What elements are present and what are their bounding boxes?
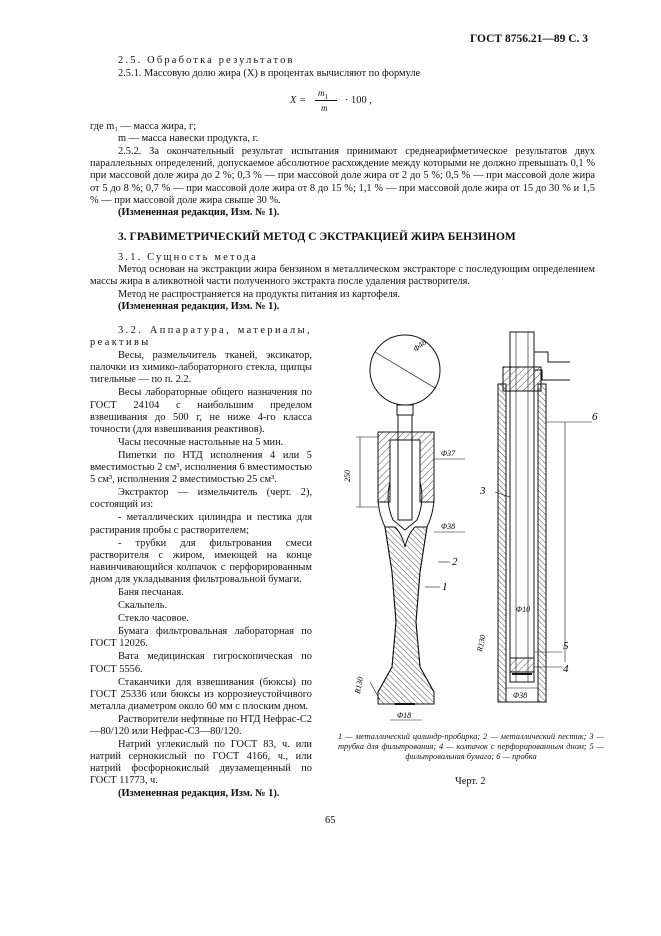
stopper	[503, 367, 541, 391]
item-7: Баня песчаная.	[118, 586, 184, 598]
pestle-assembly	[370, 335, 440, 704]
callout-6: 6	[592, 411, 598, 423]
item-2: Часы песочные настольные на 5 мин.	[118, 436, 284, 448]
cylinder-right-wall-right	[538, 384, 546, 702]
paragraph-3-1-note: Метод не распространяется на продукты питания из картофеля.	[118, 289, 401, 300]
paragraph-3-1: Метод основан на экстракции жира бензином в металлическом экстракторе с последующим определением массы жира в аликвотной части полученного экстракта после удаления растворителя.	[90, 264, 595, 288]
callout-3: 3	[480, 485, 486, 497]
pestle-rod	[398, 415, 412, 520]
dim-r130-left: R130	[353, 676, 365, 695]
dim-d48: Φ48	[411, 337, 429, 354]
dim-d38b: Φ38	[513, 691, 528, 700]
section-3-2-title: 3.2. Аппаратура, материалы, реактивы	[90, 325, 312, 349]
filter-assembly	[498, 332, 570, 702]
item-3: Пипетки по НТД исполнения 4 или 5 вместимостью 2 см³, исполнения 6 вместимостью 5 см³, исполнения 2 вместимостью 25 см³.	[90, 449, 312, 486]
perforated-cap	[510, 658, 534, 672]
callout-4: 4	[563, 663, 569, 675]
paragraph-2-5-1: 2.5.1. Массовую долю жира (X) в процентах вычисляют по формуле	[118, 68, 421, 79]
dim-d37: Φ37	[441, 449, 456, 458]
left-column	[90, 325, 312, 801]
item-4: Экстрактор — измельчитель (черт. 2), состоящий из:	[90, 487, 312, 511]
knob-diameter-line	[375, 352, 435, 388]
dim-d10: Φ10	[516, 605, 531, 614]
figure-label: Черт. 2	[455, 776, 486, 787]
dim-d38: Φ38	[441, 522, 456, 531]
item-0: Весы, размельчитель тканей, эксикатор, палочки из химико-лабораторного стекла, щипцы тигельные — по п. 2.2.	[90, 350, 312, 386]
item-14: Натрий углекислый по ГОСТ 83, ч. или натрий сернокислый по ГОСТ 4166, ч., или натрий фосфорнокислый двузамещенный по ГОСТ 11773, ч.	[90, 739, 312, 787]
item-10: Бумага фильтровальная лабораторная по ГОСТ 12026.	[90, 626, 312, 650]
page-number: 65	[325, 815, 336, 826]
pestle-body	[378, 527, 434, 704]
item-5: - металлических цилиндра и пестика для растирания пробы с растворителем;	[90, 512, 312, 536]
formula-denominator: m	[321, 103, 328, 113]
formula-lhs: X =	[290, 95, 306, 106]
pestle-head	[388, 482, 422, 530]
callout-2: 2	[452, 556, 458, 568]
section-2-5-title: 2.5. Обработка результатов	[118, 55, 295, 66]
where-m1: где m₁ — масса жира, г;	[90, 121, 197, 132]
figure-caption: 1 — металлический цилиндр-пробирка; 2 — металлический пестик; 3 — трубка для фильтрования; 4 — колпачок с перфорированным дном; 5 — фильтровальная бумага; 6 — пробка	[338, 732, 604, 762]
item-13: Растворители нефтяные по НТД Нефрас-С2—80/120 или Нефрас-С3—80/120.	[90, 713, 313, 737]
callout-1: 1	[442, 581, 448, 593]
item-12: Стаканчики для взвешивания (бюксы) по ГОСТ 25336 или бюксы из коррозиеустойчивого металла диаметром около 60 мм с плоским дном.	[90, 676, 312, 712]
formula-num-sub: 1	[324, 92, 328, 101]
where-m: m — масса навески продукта, г.	[118, 133, 259, 144]
formula	[290, 88, 410, 118]
revision-note-3: (Измененная редакция, Изм. № 1).	[118, 788, 280, 800]
revision-note-1: (Измененная редакция, Изм. № 1).	[118, 207, 280, 218]
section-3-heading: 3. ГРАВИМЕТРИЧЕСКИЙ МЕТОД С ЭКСТРАКЦИЕЙ ЖИРА БЕНЗИНОМ	[118, 231, 516, 243]
item-6: - трубки для фильтрования смеси растворителя с жиром, имеющей на конце навинчивающийся колпачок с перфорированным дном для укладывания фильтровальной бумаги.	[90, 537, 312, 585]
running-header: ГОСТ 8756.21—89 С. 3	[470, 33, 589, 45]
paragraph-2-5-2: 2.5.2. За окончательный результат испытания принимают среднеарифметическое результатов двух параллельных определений, допускаемое абсолютное расхождение между которыми не должно превышать 0,1 % при массовой доле жира до 2 %; 0,3 % — при массовой доле жира от 2 до 5 %; 0,5 % — при массовой доле жира от 5 до 8 %; 0,7 % — при массовой доле жира от 8 до 15 %; 1,1 % — при массовой доле жира от 15 до 30 % и 1,5 % — при массовой доле жира свыше 30 %.	[90, 146, 595, 206]
section-3-1-title: 3.1. Сущность метода	[118, 252, 258, 263]
cylinder-wall-top	[378, 432, 434, 502]
dim-d18: Φ18	[397, 711, 412, 720]
callout-5: 5	[563, 640, 569, 652]
dim-250: 250	[343, 470, 352, 482]
side-outlet-outer	[534, 352, 570, 362]
cylinder-right-wall-left	[498, 384, 506, 702]
item-1: Весы лабораторные общего назначения по ГОСТ 24104 с наибольшим пределом взвешивания до 500 г, не ниже 4-го класса точности (для взвешивания реактивов).	[90, 387, 312, 435]
formula-num: m	[318, 88, 325, 98]
revision-note-2: (Измененная редакция, Изм. № 1).	[118, 301, 280, 312]
item-11: Вата медицинская гигроскопическая по ГОСТ 5556.	[90, 651, 312, 675]
extractor-drawing	[330, 322, 610, 732]
item-8: Скальпель.	[118, 600, 168, 612]
dim-r130-right: R130	[475, 634, 488, 653]
pestle-neck	[397, 405, 413, 415]
item-9: Стекло часовое.	[118, 613, 189, 625]
formula-rhs: · 100 ,	[345, 95, 372, 106]
formula-fraction-bar	[315, 100, 337, 101]
